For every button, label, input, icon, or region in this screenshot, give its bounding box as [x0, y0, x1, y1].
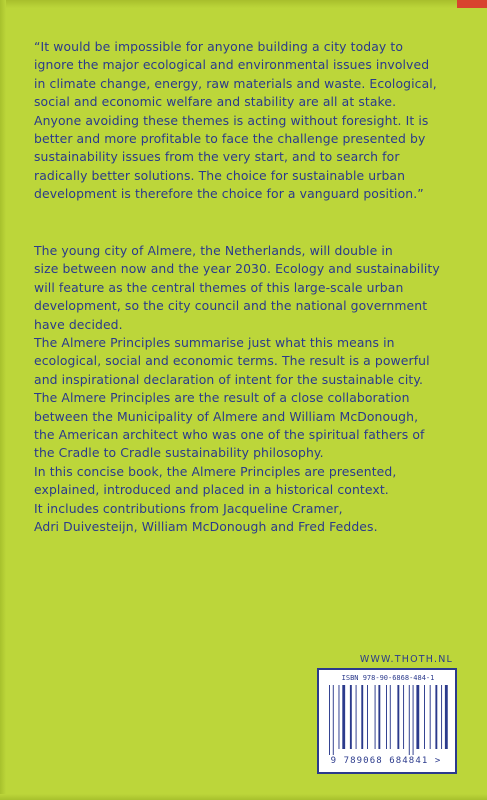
description-line: The young city of Almere, the Netherlands, will double in: [34, 243, 393, 258]
description-line: It includes contributions from Jacqueline Cramer,: [34, 500, 343, 516]
back-cover-description: [34, 242, 464, 537]
ean-digits: 9 789068 684841 >: [330, 756, 442, 766]
quote-line: ignore the major ecological and environmental issues involved: [34, 57, 430, 73]
description-line: The Almere Principles summarise just what this means in: [34, 335, 395, 351]
description-line: the Cradle to Cradle sustainability philosophy.: [34, 445, 324, 461]
description-line: The Almere Principles are the result of a close collaboration: [34, 390, 410, 406]
description-line: the American architect who was one of the spiritual fathers of: [34, 427, 425, 443]
quote-line: sustainability issues from the very start, and to search for: [34, 149, 400, 165]
quote-line: Anyone avoiding these themes is acting without foresight. It is: [34, 112, 429, 128]
spine-shadow: [0, 0, 6, 800]
quote-line: “It would be impossible for anyone building a city today to: [34, 39, 404, 54]
quote-line: social and economic welfare and stability are all at stake.: [34, 94, 397, 110]
isbn-text: ISBN 978-90-6868-484-1: [341, 674, 435, 682]
description-line: and inspirational declaration of intent for the sustainable city.: [34, 371, 424, 387]
description-line: ecological, social and economic terms. The result is a powerful: [34, 353, 430, 369]
description-line: will feature as the central themes of this large-scale urban: [34, 279, 404, 295]
back-cover-quote: [34, 38, 464, 204]
description-line: explained, introduced and placed in a historical context.: [34, 482, 389, 498]
description-line: between the Municipality of Almere and William McDonough,: [34, 408, 419, 424]
quote-line: in climate change, energy, raw materials and waste. Ecological,: [34, 75, 437, 91]
description-line: In this concise book, the Almere Principles are presented,: [34, 463, 397, 479]
description-line: Adri Duivesteijn, William McDonough and Fred Feddes.: [34, 519, 378, 535]
barcode-box: [317, 668, 457, 774]
description-line: have decided.: [34, 316, 123, 332]
book-top-edge: [0, 0, 487, 8]
publisher-website: WWW.THOTH.NL: [359, 654, 453, 665]
barcode-icon: [327, 685, 451, 755]
quote-line: radically better solutions. The choice for sustainable urban: [34, 167, 406, 183]
description-line: size between now and the year 2030. Ecology and sustainability: [34, 261, 440, 277]
book-bottom-edge: [0, 794, 487, 800]
description-line: development, so the city council and the national government: [34, 298, 428, 314]
quote-line: development is therefore the choice for a vanguard position.”: [34, 186, 424, 202]
book-top-edge-accent: [457, 0, 487, 8]
quote-line: better and more profitable to face the challenge presented by: [34, 131, 426, 147]
